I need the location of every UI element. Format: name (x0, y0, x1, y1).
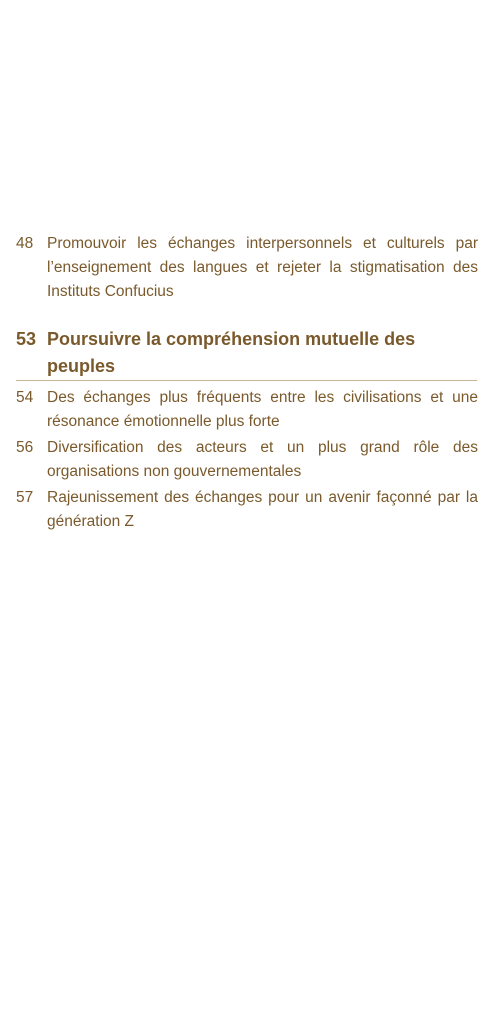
toc-entry (16, 436, 478, 484)
toc-entry-page-number: 57 (16, 489, 34, 506)
toc-entry-title: Promouvoir les échanges interpersonnels et culturels par l’enseignement des langues et rejeter la stigmatisation des Instituts Confucius (47, 235, 478, 300)
toc-entry-title: Des échanges plus fréquents entre les civilisations et une résonance émotionnelle plus forte (47, 389, 478, 430)
toc-entry-page-number: 54 (16, 389, 34, 406)
toc-section-page-number: 53 (16, 329, 37, 349)
toc-section-title: Poursuivre la compréhension mutuelle des peuples (47, 329, 416, 376)
toc-entry (16, 486, 478, 534)
toc-entry-title: Rajeunissement des échanges pour un avenir façonné par la génération Z (47, 489, 478, 530)
toc-entry-page-number: 56 (16, 439, 34, 456)
toc-entry-page-number: 48 (16, 235, 34, 252)
toc-entry (16, 232, 478, 304)
toc-entry (16, 386, 478, 434)
toc-entry-title: Diversification des acteurs et un plus grand rôle des organisations non gouvernementales (47, 439, 478, 480)
toc-section-heading (16, 326, 478, 380)
section-divider (16, 380, 477, 381)
